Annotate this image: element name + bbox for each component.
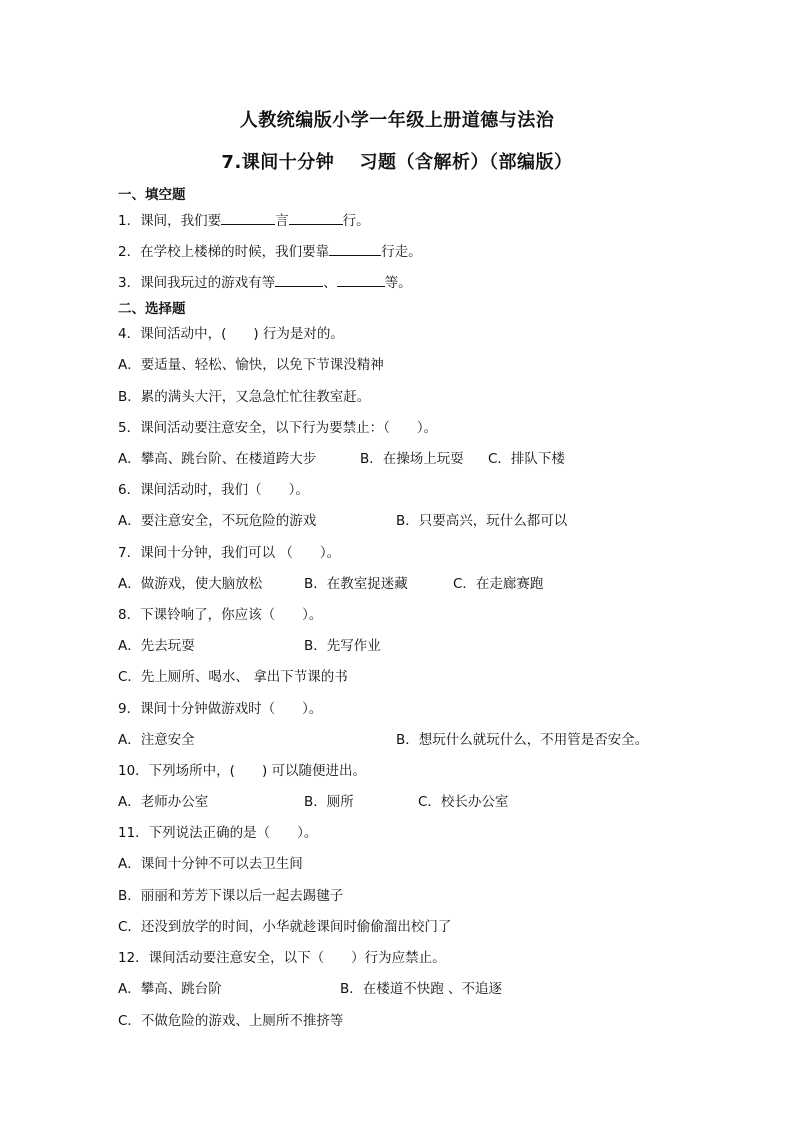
question-12-option-b[interactable]: B．在楼道不快跑 、不追逐	[340, 981, 503, 997]
section-multiple-choice: 二、选择题	[118, 301, 186, 317]
question-11-option-c[interactable]: C．还没到放学的时间，小华就趁课间时偷偷溜出校门了	[118, 919, 452, 935]
question-7-option-a[interactable]: A．做游戏，使大脑放松	[118, 576, 263, 592]
question-5-option-a[interactable]: A．攀高、跳台阶、在楼道跨大步	[118, 451, 317, 467]
answer-blank[interactable]	[337, 274, 385, 287]
question-11-stem: 11．下列说法正确的是（ ）。	[118, 825, 318, 841]
question-4-stem: 4．课间活动中，( ) 行为是对的。	[118, 326, 344, 342]
answer-blank[interactable]	[275, 274, 323, 287]
question-10-stem: 10．下列场所中，( ) 可以随便进出。	[118, 763, 367, 779]
question-8-option-b[interactable]: B．先写作业	[304, 638, 381, 654]
question-3: 3．课间我玩过的游戏有等 、 等。	[118, 275, 412, 291]
question-7-option-c[interactable]: C．在走廊赛跑	[453, 576, 544, 592]
question-6-option-b[interactable]: B．只要高兴，玩什么都可以	[396, 513, 568, 529]
question-4-option-a[interactable]: A．要适量、轻松、愉快，以免下节课没精神	[118, 357, 384, 373]
question-8-option-a[interactable]: A．先去玩耍	[118, 638, 195, 654]
question-8-stem: 8．下课铃响了，你应该（ ）。	[118, 607, 323, 623]
question-12-option-c[interactable]: C．不做危险的游戏、上厕所不推挤等	[118, 1013, 344, 1029]
answer-blank[interactable]	[329, 243, 381, 256]
question-6-option-a[interactable]: A．要注意安全，不玩危险的游戏	[118, 513, 317, 529]
question-7-option-b[interactable]: B．在教室捉迷藏	[304, 576, 408, 592]
question-8-option-c[interactable]: C．先上厕所、喝水、 拿出下节课的书	[118, 669, 348, 685]
question-10-option-c[interactable]: C．校长办公室	[418, 794, 509, 810]
question-9-stem: 9．课间十分钟做游戏时（ ）。	[118, 701, 323, 717]
question-2: 2．在学校上楼梯的时候，我们要靠 行走。	[118, 244, 422, 260]
answer-blank[interactable]	[221, 212, 275, 225]
question-6-stem: 6．课间活动时，我们（ ）。	[118, 482, 309, 498]
section-fill-in: 一、填空题	[118, 187, 186, 203]
question-9-option-b[interactable]: B．想玩什么就玩什么，不用管是否安全。	[396, 732, 649, 748]
question-5-stem: 5．课间活动要注意安全，以下行为要禁止：（ ）。	[118, 420, 438, 436]
question-7-stem: 7．课间十分钟，我们可以 （ ）。	[118, 545, 341, 561]
question-11-option-b[interactable]: B．丽丽和芳芳下课以后一起去踢毽子	[118, 888, 344, 904]
question-5-option-b[interactable]: B．在操场上玩耍	[360, 451, 464, 467]
question-12-option-a[interactable]: A．攀高、跳台阶	[118, 981, 222, 997]
question-11-option-a[interactable]: A．课间十分钟不可以去卫生间	[118, 856, 303, 872]
question-10-option-a[interactable]: A．老师办公室	[118, 794, 209, 810]
document-title: 人教统编版小学一年级上册道德与法治	[239, 110, 555, 131]
question-4-option-b[interactable]: B．累的满头大汗，又急急忙忙往教室赶。	[118, 389, 371, 405]
document-subtitle: 7.课间十分钟 习题（含解析）（部编版）	[221, 152, 573, 173]
question-10-option-b[interactable]: B．厕所	[304, 794, 354, 810]
question-9-option-a[interactable]: A．注意安全	[118, 732, 195, 748]
question-12-stem: 12．课间活动要注意安全，以下（ ）行为应禁止。	[118, 950, 446, 966]
answer-blank[interactable]	[289, 212, 343, 225]
question-1: 1．课间，我们要 言 行。	[118, 213, 370, 229]
question-5-option-c[interactable]: C．排队下楼	[488, 451, 565, 467]
